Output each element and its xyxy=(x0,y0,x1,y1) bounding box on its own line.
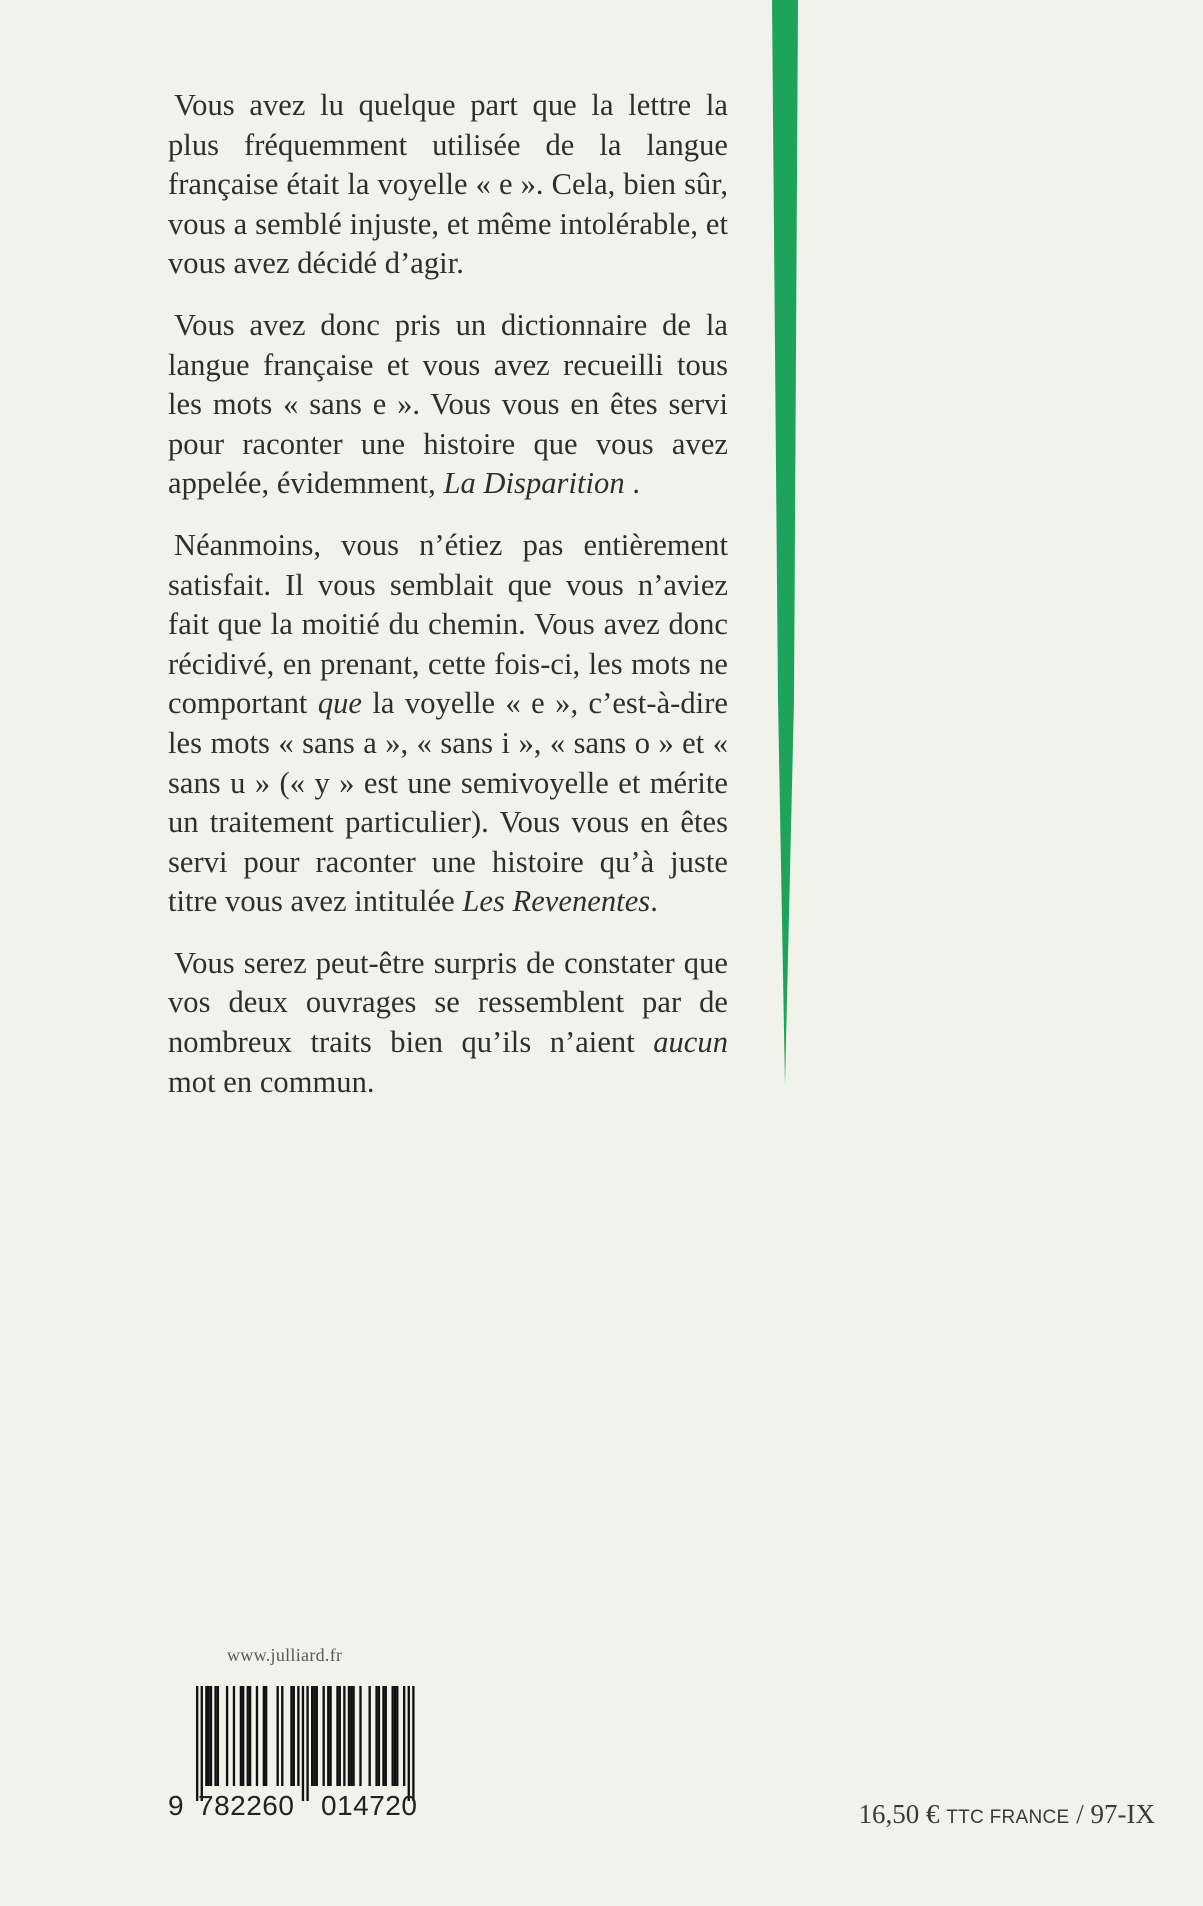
paragraph-text: . xyxy=(650,884,658,919)
paragraph-text: Vous serez peut-être surpris de constater que vos deux ouvrages se ressemblent par de nombreux traits bien qu’ils n’aient xyxy=(168,945,728,1060)
barcode-bar xyxy=(196,1686,198,1801)
price-code: / 97-IX xyxy=(1076,1799,1155,1829)
barcode-bar xyxy=(242,1686,244,1786)
barcode-bar xyxy=(392,1686,394,1786)
barcode-bar xyxy=(313,1686,315,1786)
back-cover-blurb xyxy=(168,86,728,1124)
barcode-bar xyxy=(359,1686,361,1786)
barcode-bar xyxy=(265,1686,267,1786)
barcode-bar xyxy=(217,1686,219,1786)
barcode-bar xyxy=(290,1686,292,1786)
barcode-bar xyxy=(350,1686,352,1786)
barcode-bar xyxy=(210,1686,212,1786)
blurb-paragraph xyxy=(168,526,728,922)
italic-title: Les Revenentes xyxy=(462,884,651,919)
barcode-bar xyxy=(382,1686,384,1786)
paragraph-text: la voyelle « e », c’est-à-dire les mots « sans a », « sans i », « sans o » et « sans u » (« y » est une semivoyelle et mérite un traitement particulier). Vous vous en êtes servi pour raconter une histoire qu’à juste titre vous avez intitulée xyxy=(168,686,728,919)
barcode-bar xyxy=(375,1686,377,1786)
barcode-bar xyxy=(343,1686,345,1786)
italic-title: que xyxy=(317,686,362,721)
barcode-bar xyxy=(327,1686,329,1786)
barcode-bar xyxy=(394,1686,396,1786)
barcode-bar xyxy=(316,1686,318,1786)
price-amount: 16,50 € xyxy=(858,1799,940,1829)
barcode-bar xyxy=(323,1686,325,1786)
barcode-bar xyxy=(247,1686,249,1786)
italic-title: aucun xyxy=(653,1025,728,1060)
barcode-bar xyxy=(403,1686,405,1786)
barcode-bar xyxy=(256,1686,258,1786)
paragraph-text: Vous avez lu quelque part que la lettre la plus fréquemment utilisée de la langue française était la voyelle « e ». Cela, bien sûr, vous a semblé injuste, et même intolérable, et vous avez décidé d’agir. xyxy=(168,88,728,281)
barcode-bar xyxy=(306,1686,308,1801)
barcode-bar xyxy=(249,1686,251,1786)
barcode-bar xyxy=(311,1686,313,1786)
barcode-bar xyxy=(205,1686,207,1786)
paragraph-text: Néanmoins, vous n’étiez pas entièrement satisfait. Il vous semblait que vous n’aviez fait que la moitié du chemin. Vous avez donc récidivé, en prenant, cette fois-ci, les mots ne comportant xyxy=(168,527,728,721)
barcode-bar xyxy=(336,1686,338,1786)
blurb-paragraph xyxy=(168,86,728,284)
barcode-bar xyxy=(385,1686,387,1786)
italic-title: La Disparition xyxy=(443,466,625,501)
barcode-bar xyxy=(329,1686,331,1786)
barcode-bar xyxy=(339,1686,341,1786)
isbn-first-digit: 9 xyxy=(168,1790,184,1821)
barcode-bar xyxy=(396,1686,398,1786)
barcode-bar xyxy=(297,1686,299,1786)
barcode-bar xyxy=(378,1686,380,1786)
barcode-bar xyxy=(233,1686,235,1786)
barcode-bar xyxy=(281,1686,283,1786)
blurb-paragraph xyxy=(168,944,728,1102)
green-stripe-decoration xyxy=(772,0,798,1085)
barcode-bar xyxy=(412,1686,414,1801)
barcode-bar xyxy=(352,1686,354,1786)
isbn-right-group: 014720 xyxy=(321,1790,418,1821)
barcode-bar xyxy=(348,1686,350,1786)
paragraph-text: Vous avez donc pris un dictionnaire de la langue française et vous avez recueilli tous les mots « sans e ». Vous vous en êtes servi pour raconter une histoire que vous avez appelée, évidemment, xyxy=(168,307,728,501)
price-label: TTC FRANCE xyxy=(946,1807,1070,1828)
barcode-bar xyxy=(302,1686,304,1801)
barcode-bar xyxy=(277,1686,279,1786)
isbn-number xyxy=(168,1790,436,1824)
blurb-paragraph xyxy=(168,306,728,504)
barcode-bar xyxy=(240,1686,242,1786)
barcode-bar xyxy=(214,1686,216,1786)
barcode-bar xyxy=(263,1686,265,1786)
publisher-website: www.julliard.fr xyxy=(227,1645,343,1665)
barcode-bar xyxy=(201,1686,203,1801)
barcode-bar xyxy=(293,1686,295,1786)
isbn-left-group: 782260 xyxy=(198,1790,295,1821)
barcode-bar xyxy=(369,1686,371,1786)
barcode-bar xyxy=(408,1686,410,1801)
paragraph-text: . xyxy=(624,466,640,501)
isbn-barcode xyxy=(166,1686,436,1861)
barcode-bar xyxy=(208,1686,210,1786)
paragraph-text: mot en commun. xyxy=(168,1064,375,1099)
price-info xyxy=(858,1799,1155,1830)
barcode-bar xyxy=(226,1686,228,1786)
